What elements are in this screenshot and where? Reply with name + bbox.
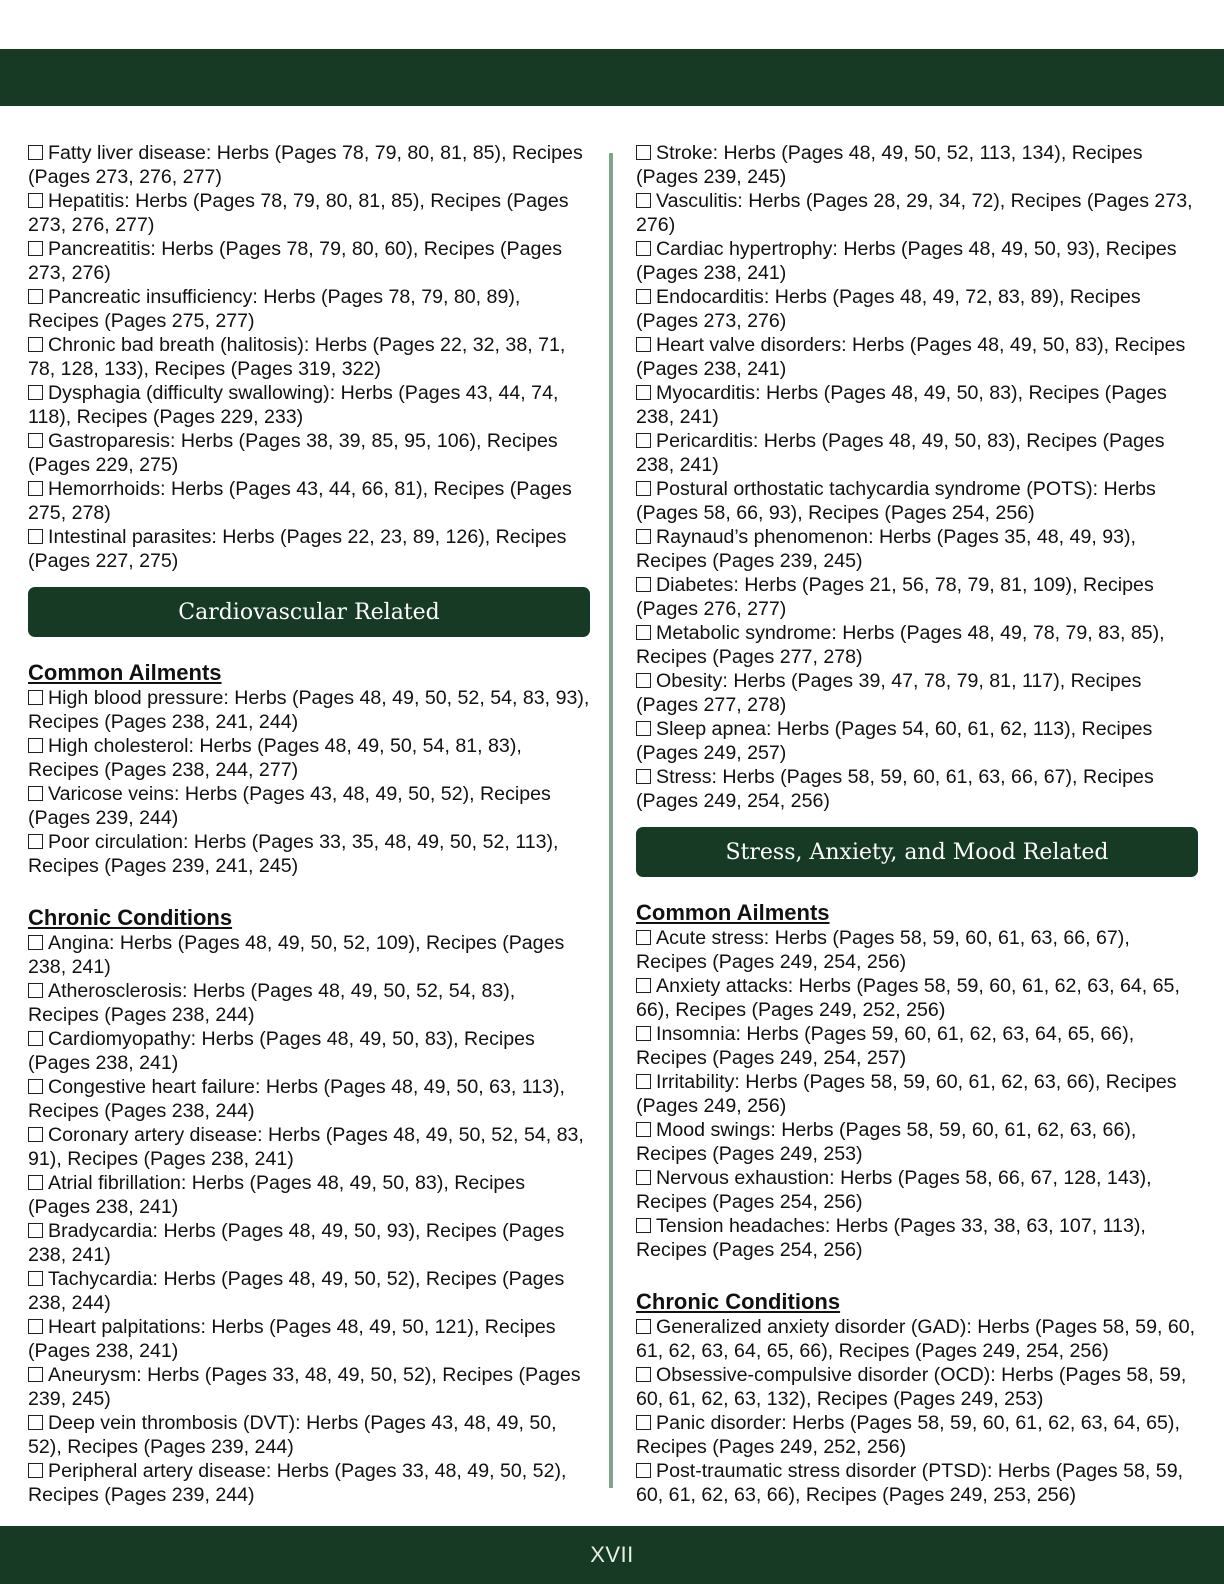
checkbox-icon[interactable] (636, 721, 651, 736)
section-banner-stress-anxiety-mood: Stress, Anxiety, and Mood Related (636, 827, 1198, 877)
checklist-item-text: Coronary artery disease: Herbs (Pages 48, 49, 50, 52, 54, 83, 91), Recipes (Pages 238, 241) (28, 1124, 584, 1170)
checkbox-icon[interactable] (636, 241, 651, 256)
checklist-item-text: Sleep apnea: Herbs (Pages 54, 60, 61, 62, 113), Recipes (Pages 249, 257) (636, 718, 1153, 764)
checkbox-icon[interactable] (28, 1463, 43, 1478)
checklist-item-text: Varicose veins: Herbs (Pages 43, 48, 49, 50, 52), Recipes (Pages 239, 244) (28, 783, 551, 829)
checklist-item (28, 1219, 590, 1267)
checklist-item (28, 1075, 590, 1123)
right-chronic-list (636, 1315, 1198, 1507)
checkbox-icon[interactable] (636, 1415, 651, 1430)
checkbox-icon[interactable] (28, 529, 43, 544)
checkbox-icon[interactable] (636, 577, 651, 592)
checklist-item (28, 1027, 590, 1075)
checklist-item (636, 477, 1198, 525)
checkbox-icon[interactable] (636, 1122, 651, 1137)
checkbox-icon[interactable] (28, 241, 43, 256)
header-band (0, 49, 1224, 106)
checkbox-icon[interactable] (636, 673, 651, 688)
checkbox-icon[interactable] (28, 193, 43, 208)
checklist-item-text: Generalized anxiety disorder (GAD): Herbs (Pages 58, 59, 60, 61, 62, 63, 64, 65, 66), Recipes (Pages 249, 254, 256) (636, 1316, 1196, 1362)
checklist-item (636, 1070, 1198, 1118)
left-column (28, 141, 590, 1507)
checkbox-icon[interactable] (636, 529, 651, 544)
checkbox-icon[interactable] (28, 1127, 43, 1142)
checklist-item (28, 1267, 590, 1315)
checklist-item (636, 285, 1198, 333)
checkbox-icon[interactable] (636, 978, 651, 993)
checklist-item (636, 141, 1198, 189)
checklist-item-text: Fatty liver disease: Herbs (Pages 78, 79, 80, 81, 85), Recipes (Pages 273, 276, 277) (28, 142, 583, 188)
checklist-item-text: Angina: Herbs (Pages 48, 49, 50, 52, 109), Recipes (Pages 238, 241) (28, 932, 565, 978)
checkbox-icon[interactable] (636, 769, 651, 784)
checklist-item-text: Endocarditis: Herbs (Pages 48, 49, 72, 83, 89), Recipes (Pages 273, 276) (636, 286, 1141, 332)
checklist-item-text: Vasculitis: Herbs (Pages 28, 29, 34, 72), Recipes (Pages 273, 276) (636, 190, 1193, 236)
checkbox-icon[interactable] (28, 1271, 43, 1286)
checklist-item-text: Dysphagia (difficulty swallowing): Herbs (Pages 43, 44, 74, 118), Recipes (Pages 229, 233) (28, 382, 559, 428)
page-footer (0, 1526, 1224, 1584)
column-divider (609, 153, 613, 1488)
left-chronic-list (28, 931, 590, 1507)
checklist-item-text: Stroke: Herbs (Pages 48, 49, 50, 52, 113, 134), Recipes (Pages 239, 245) (636, 142, 1143, 188)
checklist-item (636, 669, 1198, 717)
checklist-item-text: Pericarditis: Herbs (Pages 48, 49, 50, 83), Recipes (Pages 238, 241) (636, 430, 1165, 476)
checklist-item-text: Stress: Herbs (Pages 58, 59, 60, 61, 63, 66, 67), Recipes (Pages 249, 254, 256) (636, 766, 1154, 812)
checklist-item (636, 1363, 1198, 1411)
right-intro-list (636, 141, 1198, 813)
checkbox-icon[interactable] (28, 1319, 43, 1334)
checklist-item-text: Mood swings: Herbs (Pages 58, 59, 60, 61, 62, 63, 66), Recipes (Pages 249, 253) (636, 1119, 1137, 1165)
checklist-item-text: Pancreatic insufficiency: Herbs (Pages 78, 79, 80, 89), Recipes (Pages 275, 277) (28, 286, 521, 332)
checklist-item-text: Aneurysm: Herbs (Pages 33, 48, 49, 50, 52), Recipes (Pages 239, 245) (28, 1364, 581, 1410)
checkbox-icon[interactable] (636, 145, 651, 160)
checkbox-icon[interactable] (636, 337, 651, 352)
checkbox-icon[interactable] (28, 738, 43, 753)
checkbox-icon[interactable] (636, 193, 651, 208)
checklist-item-text: Chronic bad breath (halitosis): Herbs (Pages 22, 32, 38, 71, 78, 128, 133), Recipes (Pages 319, 322) (28, 334, 566, 380)
page-number: XVII (590, 1542, 634, 1567)
checklist-item-text: Obsessive-compulsive disorder (OCD): Herbs (Pages 58, 59, 60, 61, 62, 63, 132), Recipes (Pages 249, 253) (636, 1364, 1187, 1410)
checklist-item-text: Raynaud’s phenomenon: Herbs (Pages 35, 48, 49, 93), Recipes (Pages 239, 245) (636, 526, 1136, 572)
checklist-item-text: Tachycardia: Herbs (Pages 48, 49, 50, 52), Recipes (Pages 238, 244) (28, 1268, 565, 1314)
checklist-item (636, 189, 1198, 237)
checklist-item (636, 1214, 1198, 1262)
checklist-item (28, 1411, 590, 1459)
checklist-item (636, 717, 1198, 765)
checkbox-icon[interactable] (28, 337, 43, 352)
checkbox-icon[interactable] (28, 786, 43, 801)
checkbox-icon[interactable] (636, 930, 651, 945)
checklist-item (28, 381, 590, 429)
checklist-item-text: Acute stress: Herbs (Pages 58, 59, 60, 61, 63, 66, 67), Recipes (Pages 249, 254, 256) (636, 927, 1130, 973)
checkbox-icon[interactable] (28, 1415, 43, 1430)
checklist-item (636, 1022, 1198, 1070)
checklist-item (28, 429, 590, 477)
checklist-item (636, 573, 1198, 621)
checkbox-icon[interactable] (28, 1367, 43, 1382)
checklist-item (636, 381, 1198, 429)
checkbox-icon[interactable] (28, 1175, 43, 1190)
right-common-list (636, 926, 1198, 1262)
checklist-item (636, 926, 1198, 974)
checkbox-icon[interactable] (636, 1319, 651, 1334)
checklist-item (28, 830, 590, 878)
subheading-common-ailments: Common Ailments (636, 900, 830, 925)
checklist-item (28, 333, 590, 381)
right-column (636, 141, 1198, 1507)
checkbox-icon[interactable] (636, 433, 651, 448)
checklist-item (28, 477, 590, 525)
checklist-item-text: Atrial fibrillation: Herbs (Pages 48, 49, 50, 83), Recipes (Pages 238, 241) (28, 1172, 526, 1218)
checklist-item-text: Poor circulation: Herbs (Pages 33, 35, 48, 49, 50, 52, 113), Recipes (Pages 239, 241, 245) (28, 831, 559, 877)
checkbox-icon[interactable] (28, 1079, 43, 1094)
checklist-item (636, 974, 1198, 1022)
checkbox-icon[interactable] (636, 1367, 651, 1382)
checklist-item (28, 237, 590, 285)
checklist-item-text: High cholesterol: Herbs (Pages 48, 49, 50, 54, 81, 83), Recipes (Pages 238, 244, 277) (28, 735, 522, 781)
subheading-common-ailments: Common Ailments (28, 660, 222, 685)
subheading-chronic-conditions: Chronic Conditions (28, 905, 233, 930)
checkbox-icon[interactable] (28, 1223, 43, 1238)
checklist-item-text: Irritability: Herbs (Pages 58, 59, 60, 61, 62, 63, 66), Recipes (Pages 249, 256) (636, 1071, 1177, 1117)
checklist-item (28, 979, 590, 1027)
checkbox-icon[interactable] (28, 935, 43, 950)
checklist-item-text: Pancreatitis: Herbs (Pages 78, 79, 80, 60), Recipes (Pages 273, 276) (28, 238, 563, 284)
checklist-item-text: Metabolic syndrome: Herbs (Pages 48, 49, 78, 79, 83, 85), Recipes (Pages 277, 278) (636, 622, 1165, 668)
checklist-item (636, 429, 1198, 477)
checklist-item (636, 1166, 1198, 1214)
checkbox-icon[interactable] (28, 1031, 43, 1046)
section-banner-cardiovascular: Cardiovascular Related (28, 587, 590, 637)
checkbox-icon[interactable] (636, 385, 651, 400)
checklist-item-text: Cardiac hypertrophy: Herbs (Pages 48, 49, 50, 93), Recipes (Pages 238, 241) (636, 238, 1177, 284)
checklist-item-text: Peripheral artery disease: Herbs (Pages 33, 48, 49, 50, 52), Recipes (Pages 239, 244) (28, 1460, 567, 1506)
checkbox-icon[interactable] (28, 289, 43, 304)
left-common-list (28, 686, 590, 878)
checklist-item (28, 1315, 590, 1363)
checkbox-icon[interactable] (28, 385, 43, 400)
checklist-item (28, 734, 590, 782)
checklist-item (636, 1118, 1198, 1166)
checklist-item-text: Heart valve disorders: Herbs (Pages 48, 49, 50, 83), Recipes (Pages 238, 241) (636, 334, 1186, 380)
checklist-item-text: Obesity: Herbs (Pages 39, 47, 78, 79, 81, 117), Recipes (Pages 277, 278) (636, 670, 1142, 716)
checklist-item-text: Tension headaches: Herbs (Pages 33, 38, 63, 107, 113), Recipes (Pages 254, 256) (636, 1215, 1146, 1261)
checkbox-icon[interactable] (28, 983, 43, 998)
checkbox-icon[interactable] (636, 289, 651, 304)
checklist-item-text: Diabetes: Herbs (Pages 21, 56, 78, 79, 81, 109), Recipes (Pages 276, 277) (636, 574, 1154, 620)
checklist-item-text: Congestive heart failure: Herbs (Pages 48, 49, 50, 63, 113), Recipes (Pages 238, 244) (28, 1076, 565, 1122)
checklist-item-text: Heart palpitations: Herbs (Pages 48, 49, 50, 121), Recipes (Pages 238, 241) (28, 1316, 556, 1362)
checklist-item-text: Bradycardia: Herbs (Pages 48, 49, 50, 93), Recipes (Pages 238, 241) (28, 1220, 565, 1266)
checkbox-icon[interactable] (636, 1170, 651, 1185)
checklist-item-text: Deep vein thrombosis (DVT): Herbs (Pages 43, 48, 49, 50, 52), Recipes (Pages 239, 244) (28, 1412, 557, 1458)
checkbox-icon[interactable] (636, 481, 651, 496)
checklist-item (636, 1315, 1198, 1363)
checklist-item-text: Hemorrhoids: Herbs (Pages 43, 44, 66, 81), Recipes (Pages 275, 278) (28, 478, 572, 524)
checklist-item (636, 1411, 1198, 1459)
checklist-item (636, 237, 1198, 285)
checklist-item (636, 1459, 1198, 1507)
checklist-item (28, 931, 590, 979)
checkbox-icon[interactable] (636, 625, 651, 640)
checklist-item (636, 333, 1198, 381)
checklist-item-text: Atherosclerosis: Herbs (Pages 48, 49, 50, 52, 54, 83), Recipes (Pages 238, 244) (28, 980, 516, 1026)
checklist-item (28, 141, 590, 189)
checklist-item-text: Hepatitis: Herbs (Pages 78, 79, 80, 81, 85), Recipes (Pages 273, 276, 277) (28, 190, 569, 236)
checkbox-icon[interactable] (28, 433, 43, 448)
checkbox-icon[interactable] (28, 834, 43, 849)
checkbox-icon[interactable] (636, 1026, 651, 1041)
checkbox-icon[interactable] (28, 145, 43, 160)
checkbox-icon[interactable] (636, 1074, 651, 1089)
checklist-item (28, 1459, 590, 1507)
checklist-item (28, 1171, 590, 1219)
checklist-item (28, 189, 590, 237)
checklist-item (28, 1123, 590, 1171)
checkbox-icon[interactable] (636, 1463, 651, 1478)
checklist-item-text: Cardiomyopathy: Herbs (Pages 48, 49, 50, 83), Recipes (Pages 238, 241) (28, 1028, 535, 1074)
checklist-item (636, 621, 1198, 669)
left-intro-list (28, 141, 590, 573)
checklist-item (636, 525, 1198, 573)
checklist-item (28, 686, 590, 734)
checkbox-icon[interactable] (636, 1218, 651, 1233)
checklist-item-text: Insomnia: Herbs (Pages 59, 60, 61, 62, 63, 64, 65, 66), Recipes (Pages 249, 254, 257) (636, 1023, 1135, 1069)
checklist-item-text: Panic disorder: Herbs (Pages 58, 59, 60, 61, 62, 63, 64, 65), Recipes (Pages 249, 252, 256) (636, 1412, 1180, 1458)
checklist-item-text: Gastroparesis: Herbs (Pages 38, 39, 85, 95, 106), Recipes (Pages 229, 275) (28, 430, 558, 476)
checklist-item-text: Postural orthostatic tachycardia syndrome (POTS): Herbs (Pages 58, 66, 93), Recipes (Pages 254, 256) (636, 478, 1156, 524)
checklist-item (28, 285, 590, 333)
checklist-item (28, 525, 590, 573)
checklist-item (636, 765, 1198, 813)
checklist-item-text: Intestinal parasites: Herbs (Pages 22, 23, 89, 126), Recipes (Pages 227, 275) (28, 526, 567, 572)
checklist-item (28, 782, 590, 830)
checklist-item-text: High blood pressure: Herbs (Pages 48, 49, 50, 52, 54, 83, 93), Recipes (Pages 238, 241, 244) (28, 687, 590, 733)
checklist-item-text: Myocarditis: Herbs (Pages 48, 49, 50, 83), Recipes (Pages 238, 241) (636, 382, 1167, 428)
checkbox-icon[interactable] (28, 690, 43, 705)
checklist-item (28, 1363, 590, 1411)
checklist-item-text: Nervous exhaustion: Herbs (Pages 58, 66, 67, 128, 143), Recipes (Pages 254, 256) (636, 1167, 1152, 1213)
checkbox-icon[interactable] (28, 481, 43, 496)
checklist-item-text: Anxiety attacks: Herbs (Pages 58, 59, 60, 61, 62, 63, 64, 65, 66), Recipes (Pages 249, 252, 256) (636, 975, 1180, 1021)
subheading-chronic-conditions: Chronic Conditions (636, 1289, 841, 1314)
checklist-item-text: Post-traumatic stress disorder (PTSD): Herbs (Pages 58, 59, 60, 61, 62, 63, 66), Recipes (Pages 249, 253, 256) (636, 1460, 1184, 1506)
